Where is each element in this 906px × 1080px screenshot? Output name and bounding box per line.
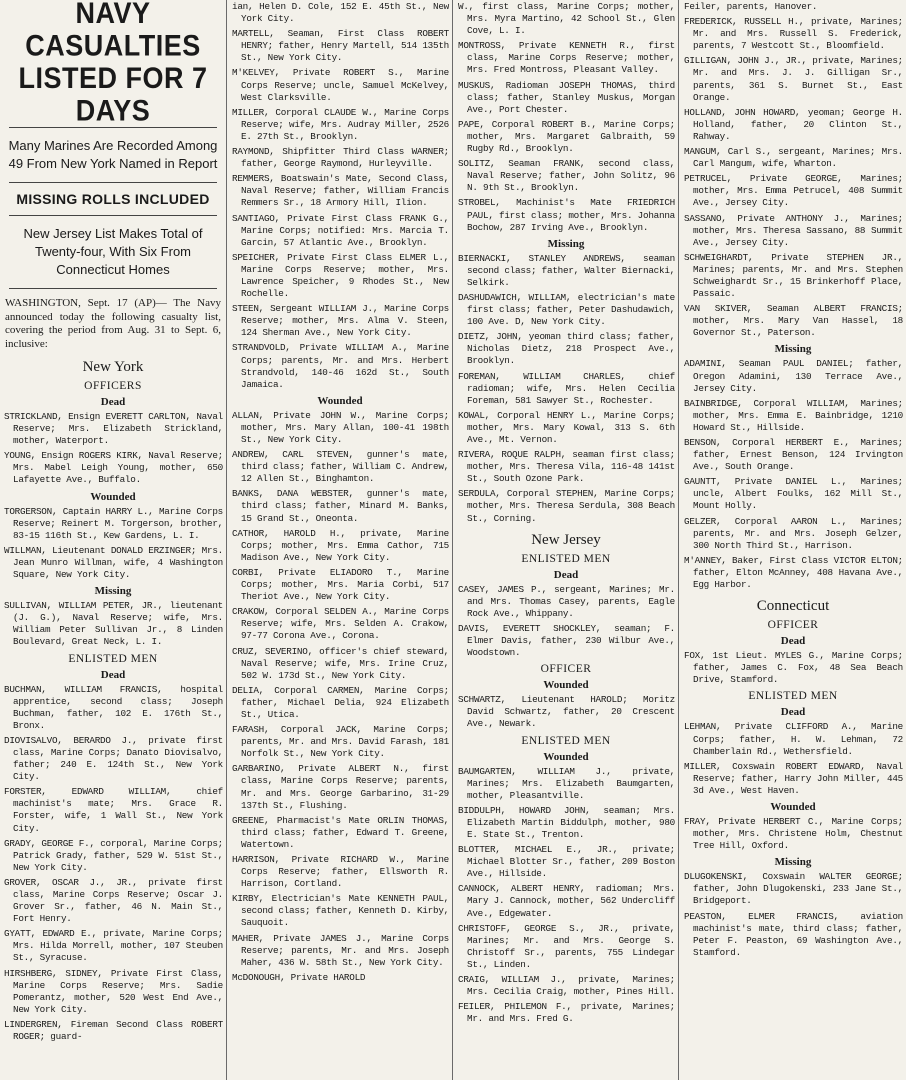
casualty-entry: FOX, 1st Lieut. MYLES G., Marine Corps; father, James C. Fox, 48 Sea Beach Drive, Stamford. <box>684 650 903 686</box>
casualty-entry: PEASTON, ELMER FRANCIS, aviation machinist's mate, third class; father, Peter F. Peaston, 69 Washington Ave., Stamford. <box>684 910 903 958</box>
casualty-entry: FRAY, Private HERBERT C., Marine Corps; mother, Mrs. Christene Holm, Chestnut Tree Hill, Oxford. <box>684 815 903 852</box>
casualty-entry: CHRISTOFF, GEORGE S., JR., private, Marines; Mr. and Mrs. George S. Christoff Sr., parents, 755 Lindegar St., Linden. <box>458 922 675 970</box>
divider <box>9 215 217 216</box>
casualty-entry: MANGUM, Carl S., sergeant, Marines; Mrs. Carl Mangum, wife, Wharton. <box>684 146 903 170</box>
casualty-entry: ALLAN, Private JOHN W., Marine Corps; mother, Mrs. Mary Allan, 100-41 198th St., New York City. <box>232 409 449 445</box>
status-heading: Missing <box>94 585 132 598</box>
casualty-entry: BAINBRIDGE, Corporal WILLIAM, Marines; mother, Mrs. Emma E. Bainbridge, 1210 Howard St., Hillside. <box>684 397 903 433</box>
casualty-entry: HIRSHBERG, SIDNEY, Private First Class, Marine Corps Reserve; Mrs. Sadie Pomerantz, mother, 520 West End Ave., New York City. <box>4 967 223 1015</box>
casualty-entry: SCHWEIGHARDT, Private STEPHEN JR., Marines; parents, Mr. and Mrs. Stephen Schweighardt Sr., 15 Brinkerhoff Place, Passaic. <box>684 251 903 300</box>
lead-paragraph: WASHINGTON, Sept. 17 (AP)— The Navy announced today the following casualty list, covering the period from Aug. 31 to Sept. 6, inclusive: <box>5 297 221 350</box>
casualty-entry: SOLITZ, Seaman FRANK, second class, Naval Reserve; father, John Solitz, 96 N. 9th St., Brooklyn. <box>458 158 675 194</box>
column-4-list <box>683 0 903 960</box>
state-heading: New Jersey <box>531 531 601 548</box>
casualty-entry: GRADY, GEORGE F., corporal, Marine Corps; Patrick Grady, father, 529 W. 51st St., New York City. <box>4 837 223 873</box>
rank-heading: ENLISTED MEN <box>68 652 158 665</box>
casualty-entry: PAPE, Corporal ROBERT B., Marine Corps; mother, Mrs. Margaret Galbraith, 59 Rugby Rd., Brooklyn. <box>458 118 675 155</box>
status-heading: Dead <box>553 568 579 581</box>
column-rule <box>452 0 453 1080</box>
casualty-entry: DASHUDAWICH, WILLIAM, electrician's mate first class; father, Peter Dashudawich, 100 Ave. D, New York City. <box>458 291 675 328</box>
status-heading: Missing <box>774 856 812 869</box>
casualty-entry: SCHWARTZ, Lieutenant HAROLD; Moritz David Schwartz, father, 20 Crescent Ave., Newark. <box>458 694 675 730</box>
casualty-entry: BANKS, DANA WEBSTER, gunner's mate, third class; father, Minard M. Banks, 15 Grand St., Oneonta. <box>232 488 449 524</box>
column-2-list <box>231 0 449 985</box>
casualty-entry: ADAMINI, Seaman PAUL DANIEL; father, Oregon Adamini, 130 Terrace Ave., Jersey City. <box>684 358 903 394</box>
casualty-entry: SANTIAGO, Private First Class FRANK G., Marine Corps; notified: Mrs. Marcia T. Garcin, 57 Atlantic Ave., Brooklyn. <box>232 212 449 248</box>
column-2 <box>228 0 452 1080</box>
casualty-entry: M'ANNEY, Baker, First Class VICTOR ELTON; father, Elton McAnney, 408 Havana Ave., Egg Harbor. <box>684 554 903 591</box>
status-heading: Wounded <box>317 394 363 407</box>
column-4 <box>680 0 906 1080</box>
casualty-entry: TORGERSON, Captain HARRY L., Marine Corps Reserve; Reinert M. Torgerson, brother, 83-15 116th St., Kew Gardens, L. I. <box>4 505 223 541</box>
casualty-entry: FARASH, Corporal JACK, Marine Corps; parents, Mr. and Mrs. David Farash, 181 Norfolk St., New York City. <box>232 724 449 760</box>
casualty-entry: GARBARINO, Private ALBERT N., first class, Marine Corps Reserve; parents, Mr. and Mrs. George Garbarino, 31-29 137th St., Flushing. <box>232 763 449 811</box>
casualty-entry: GREENE, Pharmacist's Mate ORLIN THOMAS, third class; father, Edward T. Greene, Watertown. <box>232 814 449 850</box>
casualty-entry: VAN SKIVER, Seaman ALBERT FRANCIS; mother, Mrs. Mary Van Hassel, 18 Governor St., Paterson. <box>684 303 903 339</box>
casualty-entry: Feiler, parents, Hanover. <box>684 1 818 12</box>
casualty-entry: CORBI, Private ELIADORO T., Marine Corps; mother, Mrs. Maria Corbi, 517 Theriot Ave., New York City. <box>232 566 449 603</box>
headline-line-1: NAVY CASUALTIES <box>25 0 201 62</box>
casualty-entry: GELZER, Corporal AARON L., Marines; parents, Mr. and Mrs. Joseph Gelzer, 300 North Third St., Harrison. <box>684 515 903 551</box>
casualty-entry: MUSKUS, Radioman JOSEPH THOMAS, third class; father, Stanley Muskus, Morgan Ave., Port Chester. <box>458 79 675 115</box>
casualty-entry: WILLMAN, Lieutenant DONALD ERZINGER; Mrs. Jean Munro Willman, wife, 4 Washington Square, New York City. <box>4 544 223 581</box>
column-rule <box>678 0 679 1080</box>
status-heading: Dead <box>100 668 126 681</box>
casualty-entry: MILLER, Corporal CLAUDE W., Marine Corps Reserve; wife, Mrs. Audray Miller, 2526 E. 27th St., Brooklyn. <box>232 106 449 142</box>
casualty-entry: MAHER, Private JAMES J., Marine Corps Reserve; parents, Mr. and Mrs. Joseph Maher, 436 W. 58th St., New York City. <box>232 932 449 968</box>
casualty-entry: CASEY, JAMES P., sergeant, Marines; Mr. and Mrs. Thomas Casey, parents, Eagle Rock Ave., Whippany. <box>458 583 675 619</box>
rank-heading: ENLISTED MEN <box>521 552 611 565</box>
state-heading: New York <box>82 359 144 375</box>
status-heading: Wounded <box>543 750 589 763</box>
column-1 <box>0 0 226 1080</box>
deck-2: MISSING ROLLS INCLUDED <box>16 191 210 207</box>
status-heading: Wounded <box>90 490 136 503</box>
casualty-entry: BLOTTER, MICHAEL E., JR., private; Michael Blotter Sr., father, 209 Boston Ave., Hillside. <box>458 844 675 880</box>
casualty-entry: BAUMGARTEN, WILLIAM J., private, Marines; Mrs. Elizabeth Baumgarten, mother, Pleasantville. <box>458 765 675 801</box>
column-rule <box>226 0 227 1080</box>
deck-1: Many Marines Are Recorded Among 49 From New York Named in Report <box>8 138 218 171</box>
column-3-list <box>457 0 675 1026</box>
casualty-entry: CANNOCK, ALBERT HENRY, radioman; Mrs. Mary J. Cannock, mother, 562 Undercliff Ave., Edgewater. <box>458 883 675 919</box>
status-heading: Dead <box>100 396 126 408</box>
casualty-entry: ANDREW, CARL STEVEN, gunner's mate, third class; father, William C. Andrew, 12 Allen St., Binghamton. <box>232 449 449 485</box>
casualty-entry: CATHOR, HAROLD H., private, Marine Corps; mother, Mrs. Emma Cathor, 715 Madison Ave., New York City. <box>232 527 449 563</box>
casualty-entry: HOLLAND, JOHN HOWARD, yeoman; George H. Holland, father, 20 Clinton St., Rahway. <box>684 106 903 142</box>
casualty-entry: FOREMAN, WILLIAM CHARLES, chief radioman; wife, Mrs. Helen Cecilia Foreman, 581 Sawyer St., Rochester. <box>458 370 675 406</box>
casualty-entry: GAUNTT, Private DANIEL L., Marines; uncle, Albert Foulks, 162 Mill St., Mount Holly. <box>684 476 903 512</box>
status-heading: Dead <box>780 706 806 719</box>
column-3 <box>454 0 678 1080</box>
casualty-entry: ian, Helen D. Cole, 152 E. 45th St., New York City. <box>232 1 449 25</box>
divider <box>9 288 217 289</box>
casualty-entry: LINDERGREN, Fireman Second Class ROBERT ROGER; guard- <box>4 1018 223 1043</box>
casualty-entry: CRAIG, WILLIAM J., private, Marines; Mrs. Cecilia Craig, mother, Pines Hill. <box>458 974 675 998</box>
casualty-entry: BUCHMAN, WILLIAM FRANCIS, hospital apprentice, second class; Joseph Buchman, father, 102 E. 176th St., Bronx. <box>4 683 223 731</box>
casualty-entry: MONTROSS, Private KENNETH R., first class, Marine Corps Reserve; mother, Mrs. Fred Montross, Pleasant Valley. <box>458 40 675 76</box>
casualty-entry: GROVER, OSCAR J., JR., private first class, Marine Corps Reserve; Oscar J. Grover Sr., father, 46 N. Main St., Fort Henry. <box>4 876 223 925</box>
casualty-entry: FORSTER, EDWARD WILLIAM, chief machinist's mate; Mrs. Grace R. Forster, wife, 1 Wall St., New York City. <box>4 786 223 834</box>
casualty-entry: STEEN, Sergeant WILLIAM J., Marine Corps Reserve; mother, Mrs. Alma V. Steen, 124 Sherman Ave., New York City. <box>232 303 449 339</box>
casualty-entry: BIERNACKI, STANLEY ANDREWS, seaman second class; father, Walter Biernacki, Selkirk. <box>458 252 675 288</box>
casualty-entry: BIDDULPH, HOWARD JOHN, seaman; Mrs. Elizabeth Martin Biddulph, mother, 980 E. State St., Trenton. <box>458 804 675 840</box>
casualty-entry: YOUNG, Ensign ROGERS KIRK, Naval Reserve; Mrs. Mabel Leigh Young, mother, 650 Lafayette Ave., Buffalo. <box>4 450 223 486</box>
casualty-entry: STRICKLAND, Ensign EVERETT CARLTON, Naval Reserve; Mrs. Elizabeth Strickland, mother, Waterport. <box>4 411 223 447</box>
casualty-entry: STRANDVOLD, Private WILLIAM A., Marine Corps; parents, Mr. and Mrs. Herbert Strandvold, 140-46 162d St., South Jamaica. <box>232 342 449 390</box>
rank-heading: ENLISTED MEN <box>521 734 611 747</box>
casualty-entry: DLUGOKENSKI, Coxswain WALTER GEORGE; father, John Dlugokenski, 233 Jane St., Bridgeport. <box>684 871 903 907</box>
rank-heading: OFFICERS <box>84 380 142 392</box>
headline <box>3 0 223 127</box>
divider <box>9 182 217 183</box>
casualty-entry: KOWAL, Corporal HENRY L., Marine Corps; mother, Mrs. Mary Kowal, 313 S. 6th Ave., Mt. Vernon. <box>458 409 675 445</box>
casualty-entry: SPEICHER, Private First Class ELMER L., Marine Corps Reserve; mother, Mrs. Lawrence Speicher, 9 Rhodes St., New Rochelle. <box>232 251 449 300</box>
casualty-entry: GYATT, EDWARD E., private, Marine Corps; Mrs. Hilda Morrell, mother, 107 Steuben St., Syracuse. <box>4 928 223 964</box>
casualty-entry: M'KELVEY, Private ROBERT S., Marine Corps Reserve; uncle, Samuel McKelvey, West Clarksville. <box>232 67 449 103</box>
casualty-entry: KIRBY, Electrician's Mate KENNETH PAUL, second class; father, Kenneth D. Kirby, Sauquoit. <box>232 893 449 929</box>
casualty-entry: DELIA, Corporal CARMEN, Marine Corps; father, Michael Delia, 924 Elizabeth St., Utica. <box>232 684 449 720</box>
casualty-entry: FREDERICK, RUSSELL H., private, Marines; Mr. and Mrs. Russell S. Frederick, parents, 7 Westcott St., Bloomfield. <box>684 16 903 52</box>
deck-3: New Jersey List Makes Total of Twenty-four, With Six From Connecticut Homes <box>23 226 203 277</box>
divider <box>9 127 217 128</box>
casualty-entry: CRUZ, SEVERINO, officer's chief steward, Naval Reserve; wife, Mrs. Irine Cruz, 502 W. 173d St., New York City. <box>232 645 449 681</box>
casualty-entry: DAVIS, EVERETT SHOCKLEY, seaman; F. Elmer Davis, father, 230 Wilbur Ave., Woodstown. <box>458 622 675 659</box>
status-heading: Dead <box>780 635 806 648</box>
casualty-entry: MILLER, Coxswain ROBERT EDWARD, Naval Reserve; father, Harry John Miller, 445 3d Ave., West Haven. <box>684 760 903 796</box>
casualty-entry: DIOVISALVO, BERARDO J., private first class, Marine Corps; Danato Diovisalvo, father; 240 E. 124th St., New York City. <box>4 734 223 783</box>
rank-heading: OFFICER <box>540 663 592 676</box>
casualty-entry: FEILER, PHILEMON F., private, Marines; Mr. and Mrs. Fred G. <box>458 1001 675 1025</box>
casualty-entry: HARRISON, Private RICHARD W., Marine Corps Reserve; father, Ellsworth R. Harrison, Cortland. <box>232 854 449 890</box>
casualty-entry: CRAKOW, Corporal SELDEN A., Marine Corps Reserve; wife, Mrs. Selden A. Crakow, 97-77 Corona Ave., Corona. <box>232 606 449 642</box>
casualty-entry: LEHMAN, Private CLIFFORD A., Marine Corps; father, H. W. Lehman, 72 Chamberlain Rd., Wethersfield. <box>684 721 903 757</box>
status-heading: Missing <box>774 343 812 356</box>
casualty-entry: SULLIVAN, WILLIAM PETER, JR., lieutenant (J. G.), Naval Reserve; wife, Mrs. William Peter Sullivan Jr., 8 Linden Boulevard, Great Neck, L. I. <box>4 600 223 648</box>
rank-heading: OFFICER <box>767 619 819 632</box>
status-heading: Wounded <box>543 679 589 692</box>
status-heading: Wounded <box>770 800 816 813</box>
casualty-entry: BENSON, Corporal HERBERT E., Marines; father, Ernest Benson, 124 Irvington Ave., South Orange. <box>684 437 903 473</box>
state-heading: Connecticut <box>756 598 830 615</box>
headline-line-2: LISTED FOR 7 DAYS <box>18 62 208 127</box>
casualty-entry: SASSANO, Private ANTHONY J., Marines; mother, Mrs. Theresa Sassano, 88 Summit Ave., Jersey City. <box>684 212 903 248</box>
casualty-entry: REMMERS, Boatswain's Mate, Second Class, Naval Reserve; father, William Francis Remmers Sr., 18 Armory Hill, Ilion. <box>232 173 449 209</box>
casualty-entry: DIETZ, JOHN, yeoman third class; father, Nicholas Dietz, 218 Prospect Ave., Brooklyn. <box>458 331 675 367</box>
status-heading: Missing <box>547 237 585 250</box>
rank-heading: ENLISTED MEN <box>748 690 838 703</box>
casualty-entry: GILLIGAN, JOHN J., JR., private, Marines; Mr. and Mrs. J. J. Gilligan Sr., parents, 361 S. Burnet St., East Orange. <box>684 55 903 103</box>
casualty-entry: W., first class, Marine Corps; mother, Mrs. Myra Martino, 42 School St., Glen Cove, L. I. <box>458 1 675 37</box>
casualty-entry: McDONOUGH, Private HAROLD <box>232 971 366 983</box>
casualty-entry: PETRUCEL, Private GEORGE, Marines; mother, Mrs. Emma Petrucel, 408 Summit Ave., Jersey City. <box>684 173 903 209</box>
casualty-entry: RAYMOND, Shipfitter Third Class WARNER; father, George Raymond, Hurleyville. <box>232 146 449 170</box>
casualty-entry: RIVERA, ROQUE RALPH, seaman first class; mother, Mrs. Theresa Vila, 116-48 141st St., South Ozone Park. <box>458 449 675 485</box>
column-1-list <box>3 354 223 1044</box>
casualty-entry: SERDULA, Corporal STEPHEN, Marine Corps; mother, Mrs. Theresa Serdula, 308 Beach St., Corning. <box>458 488 675 524</box>
casualty-entry: STROBEL, Machinist's Mate FRIEDRICH PAUL, first class; mother, Mrs. Johanna Bochow, 287 Irving Ave., Brooklyn. <box>458 197 675 233</box>
casualty-entry: MARTELL, Seaman, First Class ROBERT HENRY; father, Henry Martell, 514 135th St., New York City. <box>232 28 449 64</box>
